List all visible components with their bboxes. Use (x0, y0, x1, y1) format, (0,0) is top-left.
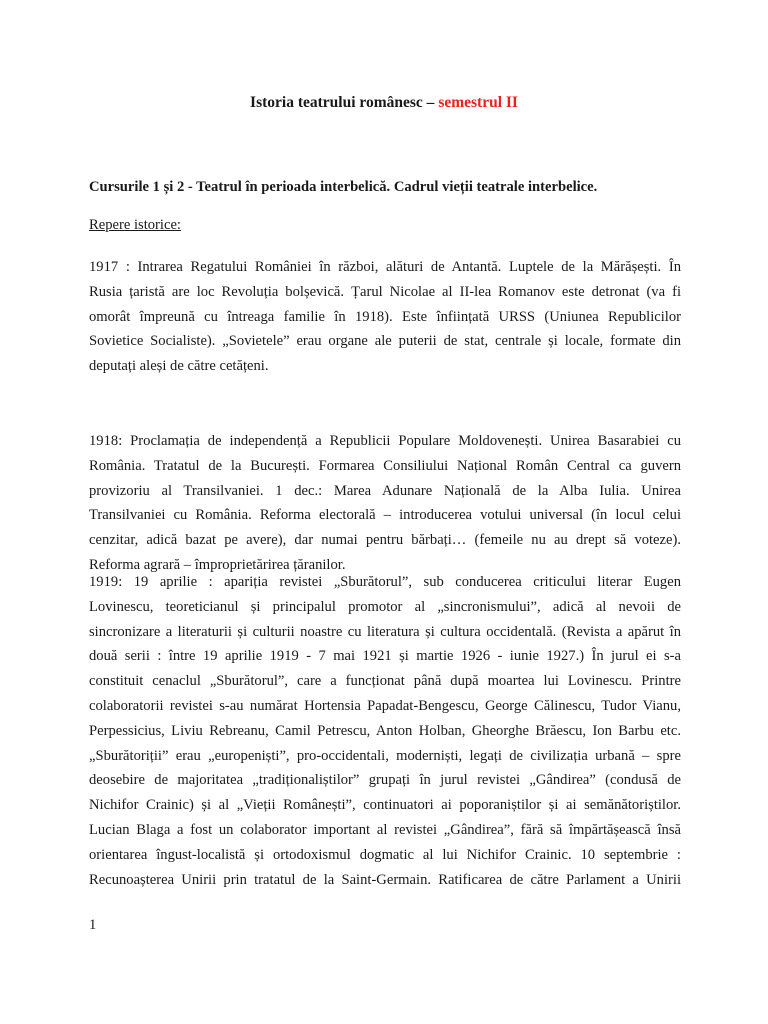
paragraph-line: 1919: 19 aprilie : apariția revistei „Sburătorul”, sub conducerea criticului literar Eugen (89, 574, 681, 590)
paragraph-line: provizoriu al Transilvaniei. 1 dec.: Marea Adunare Națională de la Alba Iulia. Unirea (89, 482, 681, 499)
paragraph-line: Reforma agrară – împroprietărirea țăranilor. (89, 556, 346, 573)
paragraph-line: 1918: Proclamația de independență a Republicii Populare Moldovenești. Unirea Basarabiei cu (89, 433, 681, 449)
paragraph-line: cenzitar, adică bazat pe avere), dar numai pentru bărbați… (femeile nu au drept să voteze). (89, 532, 681, 549)
paragraph-line: Lovinescu, teoreticianul și principalul promotor al „sincronismului”, adică al nevoii de (89, 598, 681, 615)
paragraph-line: Lucian Blaga a fost un colaborator important al revistei „Gândirea”, fără să împărtășească însă (89, 821, 681, 838)
paragraph-line: sincronizare a literaturii și culturii noastre cu literatura și cultura occidentală. (Revista a apărut în (89, 623, 681, 640)
paragraph-line: două serii : între 19 aprilie 1919 - 7 mai 1921 și martie 1926 - iunie 1927.) În jurul ei s-a (89, 648, 681, 665)
title-main: Istoria teatrului românesc – (250, 94, 439, 111)
paragraph-line: Recunoașterea Unirii prin tratatul de la Saint-Germain. Ratificarea de către Parlament a Unirii (89, 871, 681, 888)
paragraph-line: Transilvaniei cu România. Reforma electorală – introducerea votului universal (în locul celui (89, 507, 681, 524)
paragraph-line: deosebire de majoritatea „tradiționaliștilor” grupați în jurul revistei „Gândirea” (condusă de (89, 772, 681, 789)
paragraph-line: Perpessicius, Liviu Rebreanu, Camil Petrescu, Anton Holban, Gheorghe Brăescu, Ion Barbu etc. (89, 722, 681, 739)
course-heading: Cursurile 1 și 2 - Teatrul în perioada interbelică. Cadrul vieții teatrale interbelice. (89, 179, 598, 195)
paragraph-line: Sovietice Socialiste). „Sovietele” erau organe ale puterii de stat, centrale și locale, formate din (89, 333, 681, 350)
paragraph-line: România. Tratatul de la București. Formarea Consiliului Național Român Central ca guvern (89, 457, 681, 474)
paragraph-line: orientarea îngust-localistă și ortodoxismul dogmatic al lui Nichifor Crainic. 10 septembrie : (89, 846, 681, 863)
document-title (0, 93, 768, 113)
page-number: 1 (89, 917, 97, 933)
paragraph-line: deputați aleși de către cetățeni. (89, 358, 269, 375)
paragraph-line: 1917 : Intrarea Regatului României în război, alături de Antantă. Luptele de la Mărășești. În (89, 259, 681, 275)
paragraph-line: Rusia țaristă are loc Revoluția bolșevică. Țarul Nicolae al II-lea Romanov este detronat (va fi (89, 283, 681, 300)
paragraph-1919 (89, 570, 681, 892)
title-semester: semestrul II (438, 94, 518, 111)
paragraph-line: omorât împreună cu întreaga familie în 1918). Este înființată URSS (Uniunea Republicilor (89, 308, 681, 325)
paragraph-line: constituit cenaclul „Sburătorul”, care a funcționat până după moartea lui Lovinescu. Printre (89, 673, 681, 690)
paragraph-1917 (89, 255, 681, 379)
paragraph-line: colaboratorii revistei s-au numărat Hortensia Papadat-Bengescu, George Călinescu, Tudor Vianu, (89, 697, 681, 714)
paragraph-line: Nichifor Crainic) și al „Vieții Românești”, continuatori ai poporaniștilor și ai semănătoriștilor. (89, 797, 681, 814)
section-label-repere: Repere istorice: (89, 217, 181, 233)
paragraph-1918 (89, 429, 681, 578)
paragraph-line: „Sburătoriții” erau „europeniști”, pro-occidentali, moderniști, legați de civilizația urbană – spre (89, 747, 681, 764)
